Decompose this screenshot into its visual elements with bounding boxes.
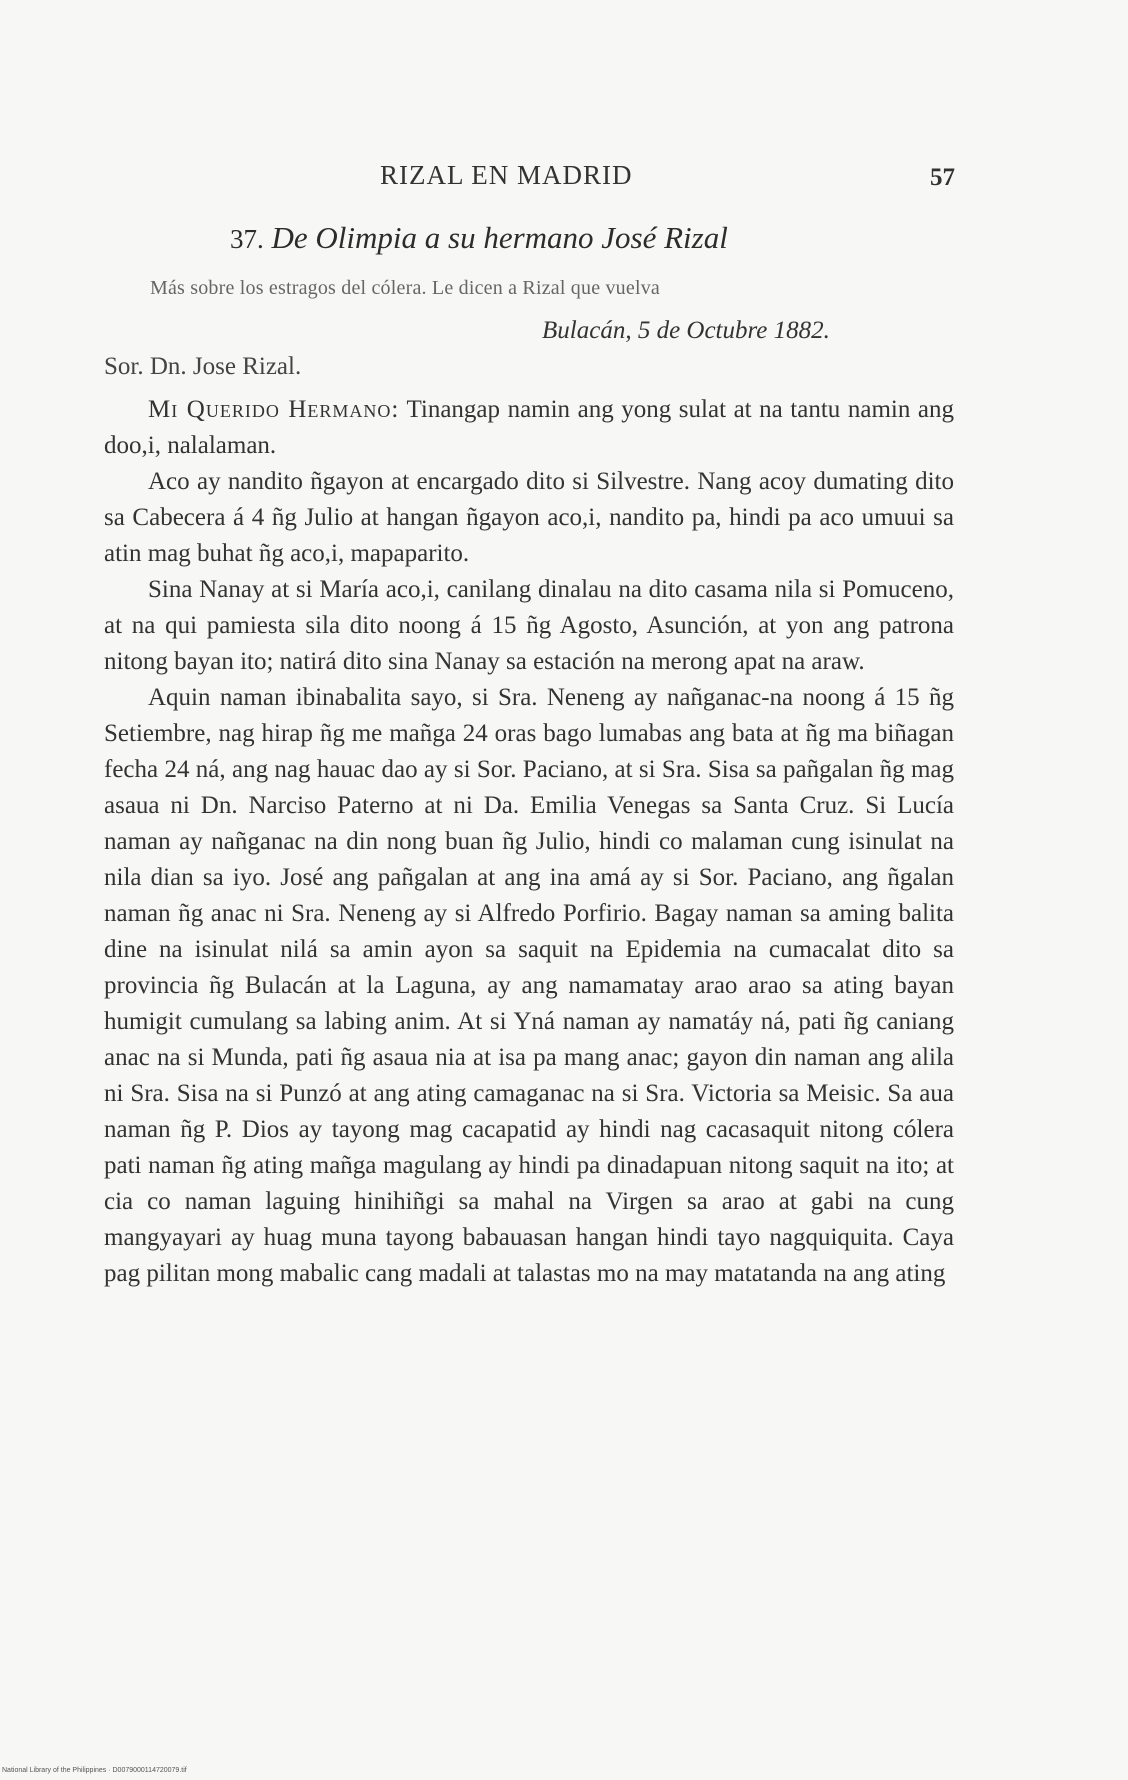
letter-addressee: Sor. Dn. Jose Rizal. bbox=[104, 353, 302, 380]
letter-salutation: Mi Querido Hermano: bbox=[148, 396, 400, 423]
letter-paragraph-text: Tinangap namin ang yong sulat at na tantu namin ang doo,i, nalalaman. bbox=[104, 396, 954, 459]
running-title: RIZAL EN MADRID bbox=[380, 160, 633, 190]
letter-body bbox=[104, 392, 954, 1292]
letter-summary: Más sobre los estragos del cólera. Le dicen a Rizal que vuelva bbox=[150, 277, 660, 299]
letter-title bbox=[230, 220, 728, 256]
letter-paragraph: Sina Nanay at si María aco,i, canilang dinalau na dito casama nila si Pomuceno, at na qui pamiesta sila dito noong á 15 ñg Agosto, Asunción, at yon ang patrona nitong bayan ito; natirá dito sina Nanay sa estación na merong apat na araw. bbox=[104, 576, 954, 675]
page-number: 57 bbox=[930, 164, 955, 191]
letter-dateline: Bulacán, 5 de Octubre 1882. bbox=[542, 317, 830, 344]
letter-heading: De Olimpia a su hermano José Rizal bbox=[271, 220, 728, 255]
scan-credit: National Library of the Philippines · D0079000114720079.tif bbox=[2, 1767, 187, 1774]
letter-paragraph: Aco ay nandito ñgayon at encargado dito si Silvestre. Nang acoy dumating dito sa Cabecera á 4 ñg Julio at hangan ñgayon aco,i, nandito pa, hindi pa aco umuui sa atin mag buhat ñg aco,i, mapaparito. bbox=[104, 468, 954, 567]
letter-paragraph bbox=[104, 392, 954, 464]
running-head bbox=[0, 160, 1128, 200]
letter-number: 37. bbox=[230, 224, 264, 254]
letter-paragraph: Aquin naman ibinabalita sayo, si Sra. Neneng ay nañganac-na noong á 15 ñg Setiembre, nag hirap ñg me mañga 24 oras bago lumabas ang bata at ñg ma biñagan fecha 24 ná, ang nag hauac dao ay si Sor. Paciano, at si Sra. Sisa sa pañgalan ñg mag asaua ni Dn. Narciso Paterno at ni Da. Emilia Venegas sa Santa Cruz. Si Lucía naman ay nañganac na din nong buan ñg Julio, hindi co malaman cung isinulat na nila dian sa iyo. José ang pañgalan at ang ina amá ay si Sor. Paciano, ang ñgalan naman ñg anac ni Sra. Neneng ay si Alfredo Porfirio. Bagay naman sa aming balita dine na isinulat nilá sa amin ayon sa saquit na Epidemia na cumacalat dito sa provincia ñg Bulacán at la Laguna, ay ang namamatay arao arao sa ating bayan humigit cumulang sa labing anim. At si Yná naman ay namatáy ná, pati ñg caniang anac na si Munda, pati ñg asaua nia at isa pa mang anac; gayon din naman ang alila ni Sra. Sisa na si Punzó at ang ating camaganac na si Sra. Victoria sa Meisic. Sa aua naman ñg P. Dios ay tayong mag cacapatid ay hindi nag cacasaquit nitong cólera pati naman ñg ating mañga magulang ay hindi pa dinadapuan nitong saquit na ito; at cia co naman laguing hinihiñgi sa mahal na Virgen sa arao at gabi na cung mangyayari ay huag muna tayong babauasan hangan hindi tayo nagquiquita. Caya pag pilitan mong mabalic cang madali at talastas mo na may matatanda na ang ating bbox=[104, 684, 954, 1287]
